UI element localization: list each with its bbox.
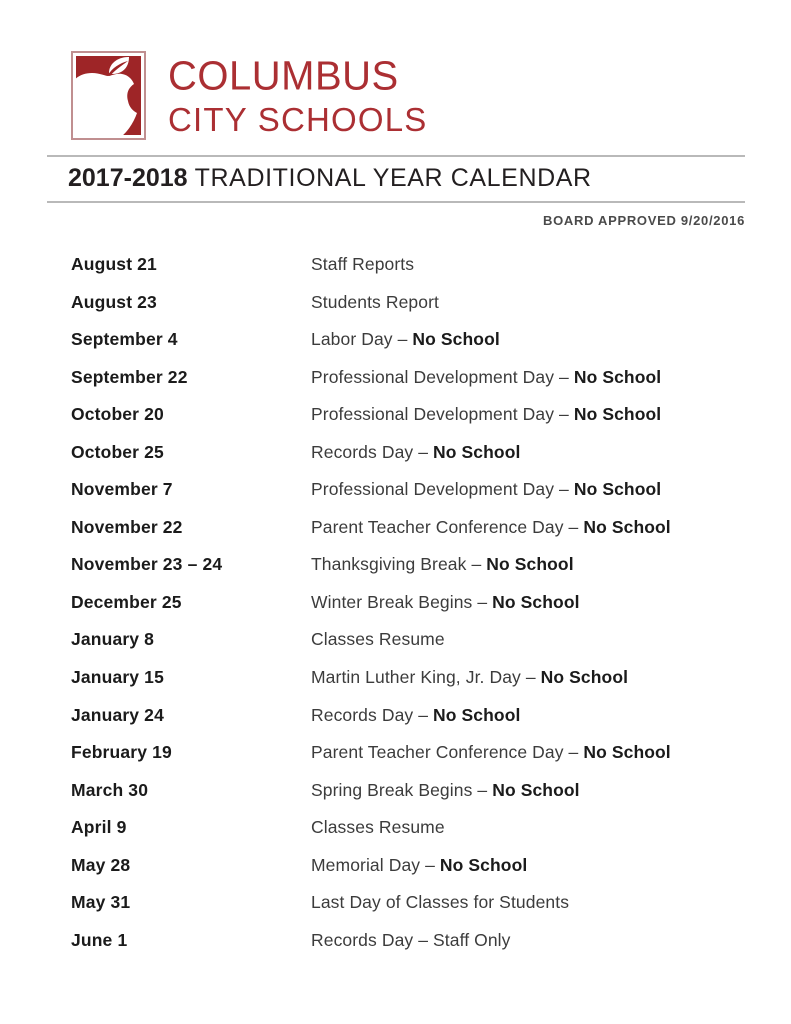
calendar-row-description (311, 705, 520, 726)
calendar-row-description (311, 817, 445, 838)
calendar-row-description-text: Records Day – Staff Only (311, 929, 511, 950)
calendar-row-description-text: Professional Development Day – (311, 479, 574, 500)
calendar-row-date: October 25 (71, 441, 164, 462)
calendar-row-date: May 31 (71, 892, 131, 913)
calendar-row-description (311, 367, 661, 388)
calendar-row (0, 855, 791, 893)
calendar-row-no-school-label: No School (492, 591, 580, 612)
calendar-row-no-school-label: No School (439, 854, 528, 875)
calendar-row-description-text: Classes Resume (311, 817, 445, 838)
calendar-row-description-text: Thanksgiving Break – (311, 554, 487, 575)
calendar-row-no-school-label: No School (486, 554, 574, 575)
calendar-row-description (311, 930, 511, 951)
calendar-row (0, 404, 791, 442)
calendar-row (0, 742, 791, 780)
calendar-row-description-text: Professional Development Day – (311, 366, 574, 387)
board-approval-note: BOARD APPROVED 9/20/2016 (543, 213, 745, 228)
calendar-row-description (311, 780, 580, 801)
calendar-row (0, 930, 791, 968)
calendar-row (0, 254, 791, 292)
calendar-row-description-text: Records Day – (311, 441, 434, 462)
calendar-row-no-school-label: No School (492, 779, 580, 800)
page-title-years: 2017-2018 (68, 164, 188, 192)
calendar-row-date: March 30 (71, 779, 149, 800)
calendar-row-no-school-label: No School (573, 479, 662, 500)
calendar-row-date: October 20 (71, 404, 164, 425)
calendar-row-description (311, 329, 500, 350)
calendar-row-description (311, 892, 569, 913)
calendar-row-no-school-label: No School (583, 742, 671, 763)
calendar-row-description (311, 742, 671, 763)
calendar-list (0, 254, 791, 967)
calendar-row (0, 705, 791, 743)
calendar-row-no-school-label: No School (583, 516, 671, 537)
calendar-row-date: September 22 (71, 366, 188, 387)
calendar-row-description (311, 592, 580, 613)
calendar-row-date: January 8 (71, 629, 155, 650)
calendar-row-description (311, 404, 661, 425)
calendar-row-description-text: Parent Teacher Conference Day – (311, 516, 584, 537)
calendar-row-date: December 25 (71, 591, 182, 612)
calendar-row (0, 517, 791, 555)
calendar-row-description-text: Labor Day – (311, 329, 413, 350)
calendar-row-description-text: Martin Luther King, Jr. Day – (311, 667, 541, 688)
calendar-row-date: November 23 – 24 (71, 554, 223, 575)
calendar-row-description (311, 554, 574, 575)
calendar-row-date: August 21 (71, 254, 157, 274)
calendar-row-date: January 15 (71, 667, 164, 688)
calendar-row (0, 780, 791, 818)
calendar-row-description (311, 442, 520, 463)
calendar-row-no-school-label: No School (573, 404, 662, 425)
calendar-row (0, 479, 791, 517)
calendar-row (0, 442, 791, 480)
calendar-row-date: February 19 (71, 742, 172, 763)
calendar-row-description-text: Parent Teacher Conference Day – (311, 742, 584, 763)
calendar-row-description-text: Winter Break Begins – (311, 591, 493, 612)
columbus-city-schools-logo (71, 51, 428, 140)
calendar-row-date: November 22 (71, 516, 183, 537)
calendar-row (0, 667, 791, 705)
calendar-row-description (311, 254, 414, 275)
calendar-row (0, 592, 791, 630)
calendar-row-no-school-label: No School (433, 441, 521, 462)
calendar-row-date: May 28 (71, 854, 131, 875)
calendar-row-date: November 7 (71, 479, 173, 500)
calendar-row (0, 292, 791, 330)
calendar-row-no-school-label: No School (540, 667, 629, 688)
page-title (68, 164, 592, 193)
calendar-row-description-text: Staff Reports (311, 254, 415, 274)
calendar-row-description-text: Classes Resume (311, 629, 445, 650)
logo-line-columbus: COLUMBUS (168, 53, 399, 99)
calendar-row-description-text: Spring Break Begins – (311, 779, 493, 800)
calendar-row-description (311, 629, 445, 650)
calendar-row-description (311, 292, 439, 313)
page-title-rest: TRADITIONAL YEAR CALENDAR (187, 164, 592, 192)
calendar-row-date: June 1 (71, 929, 128, 950)
calendar-row-no-school-label: No School (412, 329, 500, 350)
calendar-row (0, 367, 791, 405)
calendar-row-description (311, 479, 661, 500)
title-divider-top (47, 155, 745, 157)
calendar-row (0, 554, 791, 592)
title-divider-bottom (47, 201, 745, 203)
calendar-row-description-text: Students Report (311, 291, 439, 312)
calendar-row-description-text: Professional Development Day – (311, 404, 574, 425)
calendar-row-description-text: Memorial Day – (311, 854, 440, 875)
calendar-row (0, 817, 791, 855)
calendar-row-date: April 9 (71, 817, 127, 838)
calendar-row-date: August 23 (71, 291, 157, 312)
calendar-row-description (311, 517, 671, 538)
calendar-row-date: September 4 (71, 329, 178, 350)
apple-icon (71, 51, 146, 140)
calendar-row (0, 329, 791, 367)
calendar-row (0, 629, 791, 667)
calendar-row-no-school-label: No School (433, 704, 521, 725)
calendar-row-date: January 24 (71, 704, 164, 725)
calendar-row-no-school-label: No School (573, 366, 662, 387)
logo-wordmark (168, 53, 428, 138)
calendar-row-description-text: Records Day – (311, 704, 434, 725)
calendar-row-description (311, 855, 527, 876)
calendar-row (0, 892, 791, 930)
logo-line-city-schools: CITY SCHOOLS (168, 100, 428, 138)
calendar-row-description-text: Last Day of Classes for Students (311, 892, 570, 913)
calendar-row-description (311, 667, 628, 688)
